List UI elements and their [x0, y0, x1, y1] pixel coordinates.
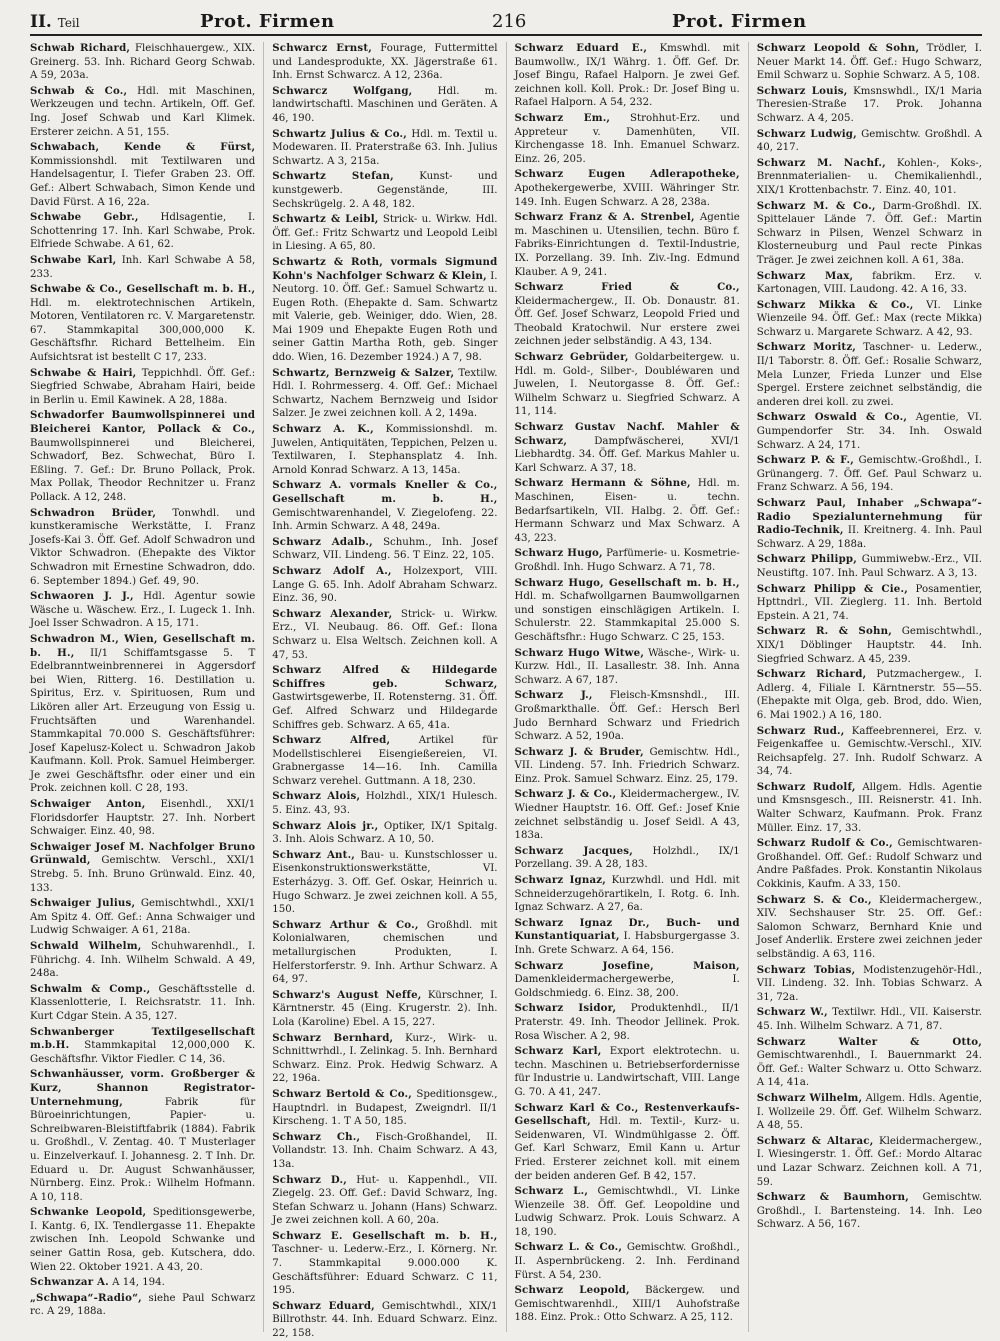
firm-name: Schwartz Stefan,	[272, 170, 394, 183]
firm-details: Fourage, Futtermittel und Landesprodukte, XX. Jägerstraße 61. Inh. Ernst Schwarcz. A 12, 236a.	[272, 43, 498, 82]
firm-details: Hdlsagentie, I. Schottenring 17. Inh. Karl Schwabe, Prok. Elfriede Schwabe. A 61, 62.	[30, 212, 256, 251]
firm-name: Schwarz Isidor,	[514, 1002, 617, 1015]
firm-name: Schwabe Gebr.,	[30, 211, 139, 224]
directory-entry	[272, 1300, 497, 1341]
firm-details: I. Habsburgergasse 3. Inh. Grete Schwarz. A 64, 156.	[514, 931, 740, 956]
firm-details: Textilw. Hdl. I. Rohrmesserg. 4. Off. Gef.: Michael Schwartz, Nachem Bernzweig und Isidor Salzer. Je zwei zeichnen koll. A 2, 149a.	[272, 367, 498, 420]
firm-name: Schwarz Adalb.,	[272, 535, 373, 548]
firm-name: Schwarz J. & Bruder,	[514, 745, 644, 758]
directory-entry	[272, 790, 497, 817]
directory-entry	[515, 1002, 740, 1043]
firm-details: Holzhdl., XIX/1 Hulesch. 5. Einz. 43, 93.	[272, 791, 498, 817]
firm-name: Schwarz S. & Co.,	[756, 893, 872, 906]
firm-details: Hdl. m. Textil-, Kurz- u. Seidenwaren, VI. Windmühlgasse 2. Öff. Gef. Karl Schwarz, Emil Kann u. Artur Fried. Ersterer zeichnet koll. mit einem der beiden anderen Gef. B 42, 157.	[514, 1116, 740, 1182]
directory-entry	[757, 625, 982, 666]
directory-entry	[30, 409, 255, 504]
firm-name: Schwarz Philipp,	[756, 553, 857, 566]
column-2	[272, 42, 498, 1340]
firm-details: Produktenhdl., II/1 Praterstr. 49. Inh. Theodor Jellinek. Prok. Rosa Wischer. A 2, 98.	[514, 1003, 740, 1042]
page-header	[30, 8, 982, 36]
firm-name: Schwarz Tobias,	[756, 963, 856, 976]
directory-entry	[515, 547, 740, 574]
firm-details: Posamentier, Hpttndrl., VII. Zieglerg. 11. Inh. Bertold Epstein. A 21, 74.	[756, 583, 982, 622]
firm-name: Schwanhäusser, vorm. Großberger & Kurz, Shannon Registrator-Unternehmung,	[30, 1068, 256, 1108]
firm-name: Schwarz Mikka & Co.,	[756, 298, 914, 311]
directory-entry	[30, 85, 255, 139]
firm-details: Export elektrotechn. u. techn. Maschinen u. Betriebserfordernisse für Industrie u. Landwirtschaft, VIII. Lange G. 70. A 41, 247.	[514, 1046, 740, 1098]
firm-details: Speditionsgew., Hauptndrl. in Budapest, Zweigndrl. II/1 Kirscheng. 1. T A 50, 185.	[272, 1088, 498, 1128]
firm-name: Schwarz's August Neffe,	[272, 988, 422, 1001]
directory-entry	[757, 894, 982, 962]
firm-details: Kleidermachergew., IV. Wiedner Hauptstr. 16. Off. Gef.: Josef Knie zeichnet selbständig u. Josef Seidl. A 43, 183a.	[514, 789, 740, 842]
directory-entry	[272, 213, 497, 254]
firm-details: Gemischtwarenhandel, V. Ziegelofeng. 22. Inh. Armin Schwarz. A 48, 249a.	[272, 507, 498, 533]
firm-details: Allgem. Hdls. Agentie und Kmsnsgesch., III. Reisnerstr. 41. Inh. Walter Schwarz, Kaufmann. Prok. Franz Müller. Einz. 17, 33.	[756, 781, 982, 834]
directory-entry	[515, 689, 740, 743]
firm-details: Geschäftsstelle d. Klassenlotterie, I. Reichsratstr. 11. Inh. Kurt Cdgar Stein. A 35, 127.	[30, 983, 256, 1022]
firm-name: „Schwapa“-Radio“,	[30, 1291, 142, 1304]
firm-details: siehe Paul Schwarz rc. A 29, 188a.	[30, 1292, 256, 1318]
directory-entry	[30, 841, 255, 895]
firm-details: Hdl. Agentur sowie Wäsche u. Wäschew. Erz., I. Lugeck 1. Inh. Joel Isser Schwadron. A 15, 171.	[30, 591, 256, 630]
firm-name: Schwarz R. & Sohn,	[756, 625, 892, 638]
directory-entry	[272, 919, 497, 987]
directory-entry	[30, 42, 255, 83]
firm-name: Schwarz Ant.,	[272, 848, 356, 861]
column-divider	[263, 42, 264, 1332]
directory-entry	[30, 141, 255, 209]
firm-name: Schwab & Co.,	[30, 84, 128, 97]
firm-name: Schwarz Rudolf & Co.,	[756, 837, 893, 850]
directory-entry	[30, 983, 255, 1024]
firm-details: Teppichhdl. Öff. Gef.: Siegfried Schwabe, Abraham Hairi, beide in Berlin u. Emil Kawinek. A 28, 188a.	[30, 367, 256, 406]
directory-entry	[272, 849, 497, 917]
firm-name: Schwarz W.,	[756, 1006, 828, 1019]
firm-details: Gemischtwhdl., XIX/1 Billrothstr. 44. Inh. Eduard Schwarz. Einz. 22, 158.	[272, 1300, 498, 1340]
directory-entry	[515, 42, 740, 110]
firm-name: Schwarz Hugo, Gesellschaft m. b. H.,	[514, 576, 740, 589]
firm-details: Kleidermachergew., I. Wiesingerstr. 1. Öff. Gef.: Mordo Altarac und Lazar Schwarz. Zeichnen koll. A 71, 59.	[756, 1135, 982, 1188]
directory-entry	[272, 1131, 497, 1172]
firm-name: Schwartz & Leibl,	[272, 213, 379, 226]
firm-name: Schwarz P. & F.,	[756, 454, 854, 467]
directory-entry	[515, 1241, 740, 1282]
firm-details: Inh. Karl Schwabe A 58, 233.	[30, 254, 256, 280]
directory-entry	[30, 211, 255, 252]
firm-details: Kommissionshdl. mit Textilwaren und Handelsagentur, I. Tiefer Graben 23. Off. Gef.: Albert Schwabach, Simon Kende und David Fürst. A 16, 22a.	[30, 155, 256, 208]
firm-name: Schwarz Richard,	[756, 668, 867, 681]
firm-details: Trödler, I. Neuer Markt 14. Öff. Gef.: Hugo Schwarz, Emil Schwarz u. Sophie Schwarz. A 5, 108.	[756, 43, 982, 82]
directory-entry	[757, 1036, 982, 1090]
firm-name: Schwarz Bernhard,	[272, 1031, 394, 1044]
directory-entry	[30, 897, 255, 938]
directory-entry	[272, 1230, 497, 1298]
firm-details: Tonwhdl. und kunstkeramische Werkstätte, I. Franz Josefs-Kai 3. Öff. Gef. Adolf Schwadron und Viktor Schwadron. (Ehepakte des Viktor Schwadron mit Ernestine Schwadron, ddo. 6. September 1894.) Gef. 49, 90.	[30, 507, 256, 587]
directory-entry	[272, 820, 497, 847]
part-label: II. Teil	[30, 12, 80, 32]
firm-name: Schwarz Alexander,	[272, 607, 393, 620]
firm-name: Schwarz Alfred,	[272, 734, 391, 747]
firm-details: Dampfwäscherei, XVI/1 Liebhardtg. 34. Öff. Gef. Markus Mahler u. Karl Schwarz. A 37, 18.	[514, 435, 740, 474]
firm-name: Schwarz Gustav Nachf. Mahler & Schwarz,	[514, 421, 740, 447]
firm-details: Hdl. m. Maschinen, Eisen- u. techn. Bedarfsartikeln, VII. Halbg. 2. Öff. Gef.: Hermann Schwarz und Max Schwarz. A 43, 223.	[514, 478, 740, 544]
firm-details: Kleidermachergew., XIV. Sechshauser Str. 25. Off. Gef.: Salomon Schwarz, Bernhard Knie und Josef Anderlik. Erstere zwei zeichnen jeder selbständig. A 63, 116.	[756, 894, 982, 960]
firm-name: Schwarcz Ernst,	[272, 42, 372, 54]
firm-details: I. Neutorg. 10. Öff. Gef.: Samuel Schwartz u. Eugen Roth. (Ehepakte d. Sam. Schwartz mit Valerie, geb. Weiniger, ddo. Wien, 28. Mai 1909 und Ehepakte Eugen Roth und seiner Gattin Martha Roth, geb. Singer ddo. Wien, 16. Dezember 1924.) A 7, 98.	[272, 270, 498, 364]
firm-details: A 14, 194.	[112, 1277, 165, 1289]
directory-entry	[515, 577, 740, 645]
directory-entry	[30, 798, 255, 839]
firm-name: Schwarz J. & Co.,	[514, 788, 617, 801]
firm-details: Wäsche-, Wirk- u. Kurzw. Hdl., II. Lasallestr. 38. Inh. Anna Schwarz. A 67, 187.	[514, 647, 740, 686]
firm-details: Hdl. m. elektrotechnischen Artikeln, Motoren, Ventilatoren rc. V. Margaretenstr. 67. Stammkapital 300,000,000 K. Geschäftsfhr. Richard Bettelheim. Ein Aufsichtsrat ist bestellt C 17, 233.	[30, 297, 256, 364]
firm-details: Gemischtwhdl., XXI/1 Am Spitz 4. Off. Gef.: Anna Schwaiger und Ludwig Schwaiger. A 61, 218a.	[30, 898, 256, 937]
firm-name: Schwarz Hugo Witwe,	[514, 646, 645, 659]
firm-details: Kaffeebrennerei, Erz. v. Feigenkaffee u. Gemischtw.-Verschl., XIV. Reichsapfelg. 27. Inh. Rudolf Schwarz. A 34, 74.	[756, 725, 982, 778]
firm-name: Schwarz Ignaz Dr., Buch- und Kunstantiquariat,	[514, 916, 740, 943]
directory-entry	[30, 1292, 255, 1319]
directory-entry	[272, 85, 497, 126]
directory-entry	[515, 1185, 740, 1239]
directory-entry	[515, 281, 740, 349]
firm-details: Strick- u. Wirkw. Erz., VI. Neubaug. 86. Off. Gef.: Ilona Schwarz u. Elsa Weltsch. Zeichnen koll. A 47, 53.	[272, 608, 498, 661]
firm-details: Fleischhauergew., XIX. Greinerg. 53. Inh. Richard Georg Schwab. A 59, 203a.	[30, 43, 256, 82]
firm-name: Schwadron Brüder,	[30, 506, 157, 519]
firm-name: Schwarz & Baumhorn,	[756, 1191, 909, 1204]
directory-entry	[30, 367, 255, 408]
firm-details: Gemischtw. Verschl., XXI/1 Strebg. 5. Inh. Bruno Grünwald. Einz. 40, 133.	[30, 855, 256, 894]
directory-entry	[757, 157, 982, 198]
directory-entry	[272, 989, 497, 1030]
directory-entry	[272, 479, 497, 533]
firm-name: Schwabe & Hairi,	[30, 366, 137, 379]
firm-details: Strick- u. Wirkw. Hdl. Öff. Gef.: Fritz Schwartz und Leopold Leibl in Liesing. A 65, 80.	[272, 214, 498, 253]
directory-entry	[757, 497, 982, 551]
firm-name: Schwarz Em.,	[514, 111, 611, 124]
firm-details: Kürschner, I. Kärntnerstr. 45 (Eing. Krugerstr. 2). Inh. Lola (Karoline) Ebel. A 15, 227.	[272, 989, 498, 1028]
firm-details: Optiker, IX/1 Spitalg. 3. Inh. Alois Schwarz. A 10, 50.	[272, 820, 498, 846]
firm-name: Schwarz Jacques,	[514, 844, 633, 857]
firm-name: Schwartz Julius & Co.,	[272, 127, 408, 140]
firm-name: Schwarz Josefine, Maison,	[514, 959, 740, 972]
firm-name: Schwarz M. & Co.,	[756, 199, 876, 212]
firm-name: Schwarz E. Gesellschaft m. b. H.,	[272, 1229, 498, 1242]
firm-name: Schwarz Louis,	[756, 84, 848, 97]
directory-entry	[30, 507, 255, 589]
firm-name: Schwarz Eduard,	[272, 1299, 375, 1312]
directory-entry	[272, 367, 497, 421]
firm-details: Gemischtwhdl., VI. Linke Wienzeile 38. Öff. Gef. Leopoldine und Ludwig Schwarz. Prok. Louis Schwarz. A 18, 190.	[514, 1186, 740, 1238]
firm-details: Allgem. Hdls. Agentie, I. Wollzeile 29. Öff. Gef. Wilhelm Schwarz. A 48, 55.	[756, 1092, 982, 1132]
directory-entry	[515, 960, 740, 1001]
firm-name: Schwarz Alois,	[272, 790, 361, 803]
firm-details: Taschner- u. Lederw.-Erz., I. Körnerg. Nr. 7. Stammkapital 9.000.000 K. Geschäftsführer: Eduard Schwarz. C 11, 195.	[272, 1244, 498, 1297]
firm-details: Holzhdl., IX/1 Porzellang. 39. A 28, 183.	[514, 845, 740, 871]
firm-details: Fleisch-Kmsnshdl., III. Großmarkthalle. Öff. Gef.: Hersch Berl Judo Bernhard Schwarz und Friedrich Schwarz. A 52, 190a.	[514, 690, 740, 743]
firm-name: Schwarz Ludwig,	[756, 127, 857, 140]
firm-details: Schuhm., Inh. Josef Schwarz, VII. Lindeng. 56. T Einz. 22, 105.	[272, 536, 498, 562]
firm-name: Schwarz Ignaz,	[514, 874, 606, 887]
firm-details: Gummiwebw.-Erz., VII. Neustiftg. 107. Inh. Paul Schwarz. A 3, 13.	[756, 554, 982, 579]
firm-details: Kunst- und kunstgewerb. Gegenstände, III. Sechskrügelg. 2. A 48, 182.	[272, 171, 498, 210]
running-title-right: Prot. Firmen	[672, 11, 807, 32]
directory-entry	[515, 421, 740, 475]
firm-details: Kurzwhdl. und Hdl. mit Schneiderzugehörartikeln, I. Rotg. 6. Inh. Ignaz Schwarz. A 27, 6a.	[514, 875, 740, 914]
column-4	[757, 42, 982, 1332]
firm-details: Goldarbeitergew. u. Hdl. m. Gold-, Silber-, Doubléwaren und Juwelen, I. Neutorgasse 8. Öff. Gef.: Wilhelm Schwarz u. Siegfried Schwarz. A 11, 114.	[514, 352, 740, 418]
firm-details: Gemischtw.-Großhdl., I. Grünangerg. 7. Öff. Gef. Paul Schwarz u. Franz Schwarz. A 56, 194.	[756, 455, 982, 494]
directory-entry	[272, 256, 497, 365]
firm-name: Schwarcz Wolfgang,	[272, 84, 413, 97]
firm-details: Hdl. m. Schafwollgarnen Baumwollgarnen und sonstigen einschlägigen Artikeln. I. Schulerstr. 22. Stammkapital 25.000 S. Geschäftsfhr.: Hugo Schwarz. C 25, 153.	[514, 591, 740, 643]
directory-entry	[757, 270, 982, 297]
firm-details: Gemischtw. Großhdl., II. Aspernbrückeng. 2. Inh. Ferdinand Fürst. A 54, 230.	[514, 1242, 740, 1281]
firm-name: Schwarz L.,	[514, 1185, 589, 1198]
directory-entry	[757, 781, 982, 835]
firm-name: Schwarz & Altarac,	[756, 1134, 874, 1147]
firm-name: Schwanberger Textilgesellschaft m.b.H.	[30, 1025, 256, 1052]
directory-entry	[757, 583, 982, 624]
firm-details: Holzexport, VIII. Lange G. 65. Inh. Adolf Abraham Schwarz. Einz. 36, 90.	[272, 565, 498, 605]
firm-name: Schwarz Karl & Co., Restenverkaufs-Gesellschaft,	[514, 1101, 740, 1128]
firm-name: Schwarz Leopold & Sohn,	[756, 42, 920, 54]
directory-entry	[757, 964, 982, 1005]
running-title-left: Prot. Firmen	[200, 11, 335, 32]
firm-details: Hdl. m. Textil u. Modewaren. II. Praterstraße 63. Inh. Julius Schwartz. A 3, 215a.	[272, 128, 498, 167]
directory-entry	[272, 170, 497, 211]
directory-entry	[515, 112, 740, 166]
firm-name: Schwarz Moritz,	[756, 341, 857, 354]
directory-entry	[757, 85, 982, 126]
firm-name: Schwadorfer Baumwollspinnerei und Bleicherei Kantor, Pollack & Co.,	[30, 409, 256, 436]
directory-entry	[272, 423, 497, 477]
directory-entry	[757, 411, 982, 452]
firm-name: Schwanzar A.	[30, 1276, 109, 1289]
firm-name: Schwabach, Kende & Fürst,	[30, 141, 256, 154]
directory-entry	[515, 1102, 740, 1184]
firm-name: Schwabe Karl,	[30, 253, 117, 266]
directory-entry	[757, 341, 982, 409]
directory-entry	[757, 668, 982, 722]
firm-details: Modistenzugehör-Hdl., VII. Lindeng. 32. Inh. Tobias Schwarz. A 31, 72a.	[756, 964, 982, 1003]
firm-name: Schwarz Walter & Otto,	[756, 1035, 982, 1048]
directory-entry	[515, 845, 740, 872]
firm-details: fabrikm. Erz. v. Kartonagen, VIII. Laudong. 42. A 16, 33.	[756, 270, 982, 296]
directory-entry	[272, 664, 497, 732]
firm-details: Taschner- u. Lederw., II/1 Taborstr. 8. Öff. Gef.: Rosalie Schwarz, Mela Lunzer, Frieda Lunzer und Else Spergel. Erstere zeichnet selbständig, die anderen drei koll. zu zwei.	[756, 342, 982, 408]
directory-entry	[757, 299, 982, 340]
firm-name: Schwarz Alfred & Hildegarde Schiffres geb. Schwarz,	[272, 664, 498, 690]
firm-details: Gemischtw. Großhdl., I. Bartensteing. 14. Inh. Leo Schwarz. A 56, 167.	[756, 1192, 982, 1231]
directory-entry	[757, 454, 982, 495]
directory-entry	[30, 283, 255, 365]
firm-name: Schwarz Rud.,	[756, 724, 845, 737]
directory-entry	[272, 565, 497, 606]
firm-name: Schwarz Franz & A. Strenbel,	[514, 211, 695, 224]
directory-entry	[515, 477, 740, 545]
directory-entry	[272, 536, 497, 563]
firm-details: Gastwirtsgewerbe, II. Rotensterng. 31. Öff. Gef. Alfred Schwarz und Hildegarde Schiffres geb. Schwarz. A 65, 41a.	[272, 692, 498, 731]
firm-details: Speditionsgewerbe, I. Kantg. 6, IX. Tendlergasse 11. Ehepakte zwischen Inh. Leopold Schwanke und seiner Gattin Rosa, geb. Kutschera, ddo. Wien 22. Oktober 1921. A 43, 20.	[30, 1207, 256, 1273]
firm-details: Fabrik für Büroeinrichtungen, Papier- u. Schreibwaren-Bleistiftfabrik (1884). Fabrik u. Großhdl., V. Zentag. 40. T Musterlager u. Einzelverkauf. I. Johannesg. 2. T Inh. Dr. Eduard u. Dr. August Schwanhäusser, Nürnberg. Einz. Prok.: Wilhelm Hofmann. A 10, 118.	[30, 1096, 256, 1203]
firm-name: Schwaiger Josef M. Nachfolger Bruno Grünwald,	[30, 840, 256, 867]
firm-details: II/1 Schiffamtsgasse 5. T Edelbranntweinbrennerei in Aggersdorf bei Wien, Ritterg. 16. Destillation u. Spiritus, Erz. v. Spirituosen, Rum und Likören aller Art. Erzeugung von Essig u. Fruchtsäften und Warenhandel. Stammkapital 70.000 S. Geschäftsführer: Josef Kapelusz-Kolect u. Schwadron Jakob Kaufmann. Koll. Prok. Samuel Heimberger. Je zwei Geschäftsfhr. oder einer und ein Prok. zeichnen koll. C 28, 193.	[30, 647, 256, 795]
firm-name: Schwarz Oswald & Co.,	[756, 411, 908, 424]
firm-name: Schwarz Karl,	[514, 1045, 602, 1058]
firm-details: Damenkleidermachergewerbe, I. Goldschmiedg. 6. Einz. 38, 200.	[514, 974, 740, 999]
column-3	[515, 42, 740, 1332]
firm-details: Apothekergewerbe, XVIII. Währinger Str. 149. Inh. Eugen Schwarz. A 28, 238a.	[514, 182, 740, 208]
firm-details: Bau- u. Kunstschlosser u. Eisenkonstruktionswerkstätte, VI. Esterházyg. 3. Off. Gef. Oskar, Heinrich u. Hugo Schwarz. Je zwei zeichnen koll. A 55, 150.	[272, 849, 498, 916]
firm-name: Schwarz Paul, Inhaber „Schwapa“-Radio Spezialunternehmung für Radio-Technik,	[756, 497, 982, 537]
firm-name: Schwarz Rudolf,	[756, 780, 856, 793]
directory-entry	[757, 1191, 982, 1232]
directory-entry	[515, 917, 740, 958]
column-divider	[748, 42, 749, 1332]
firm-name: Schwarz Philipp & Cie.,	[756, 582, 908, 595]
directory-entry	[30, 1206, 255, 1274]
firm-details: Kleidermachergew., II. Ob. Donaustr. 81. Öff. Gef. Josef Schwarz, Leopold Fried und Theobald Kratochwil. Nur erstere zwei zeichnen jeder selbständig. A 43, 134.	[514, 295, 740, 348]
firm-name: Schwab Richard,	[30, 42, 131, 54]
firm-details: II. Kreitnerg. 4. Inh. Paul Schwarz. A 29, 188a.	[756, 525, 983, 550]
firm-details: Kmswhdl. mit Baumwollw., IX/1 Währg. 1. Öff. Gef. Dr. Josef Bingu, Rafael Halporn. Je zwei Gef. zeichnen koll. Koll. Prok.: Dr. Josef Bing u. Rafael Halporn. A 54, 232.	[514, 43, 740, 109]
directory-entry	[272, 42, 497, 83]
firm-name: Schwarz D.,	[272, 1173, 348, 1186]
firm-name: Schwarz Ch.,	[272, 1130, 361, 1143]
firm-name: Schwarz Fried & Co.,	[514, 281, 740, 294]
firm-details: Kurz-, Wirk- u. Schnittwrhdl., I. Zelinkag. 5. Inh. Bernhard Schwarz. Einz. Prok. Hedwig Schwarz. A 22, 196a.	[272, 1032, 498, 1085]
firm-name: Schwarz A. vormals Kneller & Co., Gesellschaft m. b. H.,	[272, 479, 498, 505]
directory-entry	[515, 211, 740, 279]
directory-entry	[30, 1026, 255, 1067]
directory-entry	[30, 633, 255, 796]
firm-name: Schwarz Alois jr.,	[272, 819, 379, 832]
firm-details: Fisch-Großhandel, II. Vollandstr. 13. Inh. Chaim Schwarz. A 43, 13a.	[272, 1131, 498, 1170]
directory-entry	[515, 351, 740, 419]
directory-entry	[515, 647, 740, 688]
directory-entry	[515, 1045, 740, 1099]
firm-details: Kmsnswhdl., IX/1 Maria Theresien-Straße 17. Prok. Johanna Schwarz. A 4, 205.	[756, 85, 982, 124]
firm-name: Schwaiger Julius,	[30, 897, 136, 910]
firm-name: Schwarz Gebrüder,	[514, 351, 629, 364]
firm-details: VI. Linke Wienzeile 94. Öff. Gef.: Max (recte Mikka) Schwarz u. Margarete Schwarz. A 42, 93.	[756, 299, 982, 338]
directory-entry	[272, 1032, 497, 1086]
firm-name: Schwarz Eduard E.,	[514, 42, 648, 54]
firm-name: Schwald Wilhelm,	[30, 940, 142, 952]
firm-name: Schwadron M., Wien, Gesellschaft m. b. H.,	[30, 632, 256, 659]
directory-entry	[30, 1068, 255, 1204]
firm-name: Schwaoren J. J.,	[30, 590, 134, 603]
firm-name: Schwarz Hermann & Söhne,	[514, 477, 691, 490]
column-divider	[506, 42, 507, 1332]
directory-entry	[515, 788, 740, 842]
directory-entry	[30, 940, 255, 981]
firm-details: Gemischtwaren-Großhandel. Off. Gef.: Rudolf Schwarz und Andre Paßfades. Prok. Konstantin Nikolaus Cokkinis, Kaufm. A 33, 150.	[756, 838, 983, 891]
firm-details: Strohhut-Erz. und Appreteur v. Damenhüten, VII. Kirchengasse 18. Inh. Emanuel Schwarz. Einz. 26, 205.	[514, 112, 740, 165]
firm-name: Schwarz Bertold & Co.,	[272, 1087, 413, 1100]
directory-entry	[30, 590, 255, 631]
directory-entry	[757, 42, 982, 83]
firm-details: Großhdl. mit Kolonialwaren, chemischen und metallurgischen Produkten, I. Helferstorferstr. 9. Inh. Arthur Schwarz. A 64, 97.	[272, 919, 498, 986]
firm-details: Agentie m. Maschinen u. Utensilien, techn. Büro f. Fabriks-Einrichtungen d. Textil-Industrie, IX. Porzellang. 39. Inh. Ziv.-Ing. Edmund Klauber. A 9, 241.	[514, 212, 740, 278]
firm-name: Schwabe & Co., Gesellschaft m. b. H.,	[30, 283, 256, 296]
firm-details: Kommissionshdl. m. Juwelen, Antiquitäten, Teppichen, Pelzen u. Textilwaren, I. Stephansplatz 4. Inh. Arnold Konrad Schwarz. A 13, 145a.	[272, 424, 498, 476]
firm-details: Kohlen-, Koks-, Brennmaterialien- u. Chemikalienhdl., XIX/1 Krottenbachstr. 7. Einz. 40, 101.	[756, 157, 982, 196]
directory-entry	[272, 1088, 497, 1129]
directory-entry	[757, 725, 982, 779]
firm-details: Gemischtw. Hdl., VII. Lindeng. 57. Inh. Friedrich Schwarz. Einz. Prok. Samuel Schwarz. Einz. 25, 179.	[514, 746, 740, 785]
firm-name: Schwarz Eugen Adlerapotheke,	[514, 168, 740, 181]
directory-entry	[272, 608, 497, 662]
firm-name: Schwarz Max,	[756, 269, 854, 282]
firm-details: Eisenhdl., XXI/1 Floridsdorfer Hauptstr. 27. Inh. Norbert Schwaiger. Einz. 40, 98.	[30, 799, 256, 838]
firm-name: Schwarz A. K.,	[272, 423, 374, 436]
firm-details: Schuhwarenhdl., I. Führichg. 4. Inh. Wilhelm Schwald. A 49, 248a.	[30, 941, 256, 980]
directory-entry	[272, 734, 497, 788]
directory-entry	[757, 200, 982, 268]
directory-entry	[515, 874, 740, 915]
directory-entry	[272, 128, 497, 169]
directory-entry	[757, 1006, 982, 1033]
firm-name: Schwarz Wilhelm,	[756, 1091, 863, 1104]
firm-details: Stammkapital 12,000,000 K. Geschäftsfhr. Viktor Fiedler. C 14, 36.	[30, 1040, 256, 1065]
firm-name: Schwartz & Roth, vormals Sigmund Kohn's Nachfolger Schwarz & Klein,	[272, 255, 498, 282]
firm-details: Gemischtwhdl., XIX/1 Döblinger Hauptstr. 44. Inh. Siegfried Schwarz. A 45, 239.	[756, 626, 982, 665]
firm-name: Schwarz Hugo,	[514, 547, 603, 560]
firm-name: Schwalm & Comp.,	[30, 982, 151, 995]
firm-details: Gemischtwarenhdl., I. Bauernmarkt 24. Öff. Gef.: Walter Schwarz u. Otto Schwarz. A 14, 41a.	[756, 1050, 982, 1089]
firm-details: Textilwr. Hdl., VII. Kaiserstr. 45. Inh. Wilhelm Schwarz. A 71, 87.	[756, 1007, 982, 1032]
firm-name: Schwarz M. Nachf.,	[756, 156, 886, 169]
directory-entry	[757, 837, 982, 891]
firm-details: Putzmachergew., I. Adlerg. 4, Filiale I. Kärntnerstr. 55—55. (Ehepakte mit Olga, geb. Brod, ddo. Wien, 6. Mai 1902.) A 16, 180.	[756, 669, 982, 721]
directory-entry	[515, 168, 740, 209]
directory-entry	[30, 254, 255, 281]
firm-details: Parfümerie- u. Kosmetrie-Großhdl. Inh. Hugo Schwarz. A 71, 78.	[514, 548, 740, 573]
directory-entry	[272, 1174, 497, 1228]
firm-details: Agentie, VI. Gumpendorfer Str. 34. Inh. Oswald Schwarz. A 24, 171.	[756, 412, 982, 451]
columns	[30, 42, 983, 1340]
column-1	[30, 42, 255, 1332]
firm-details: Hut- u. Kappenhdl., VII. Ziegelg. 23. Off. Gef.: David Schwarz, Ing. Stefan Schwarz u. Johann (Hans) Schwarz. Je zwei zeichnen koll. A 60, 20a.	[272, 1174, 498, 1227]
firm-name: Schwanke Leopold,	[30, 1206, 147, 1219]
firm-details: Hdl. mit Maschinen, Werkzeugen und techn. Artikeln, Off. Gef. Ing. Josef Schwab und Karl Klimek. Ersterer zeichn. A 51, 155.	[30, 85, 256, 138]
firm-details: Baumwollspinnerei und Bleicherei, Schwadorf, Bez. Schwechat, Büro I. Eßling. 7. Gef.: Dr. Bruno Pollack, Prok. Max Pollak, Theodor Rechnitzer u. Franz Pollack. A 12, 248.	[30, 437, 256, 503]
directory-entry	[757, 1092, 982, 1133]
directory-entry	[757, 128, 982, 155]
firm-details: Bäckergew. und Gemischtwarenhdl., XIII/1 Auhofstraße 188. Einz. Prok.: Otto Schwarz. A 25, 112.	[514, 1285, 740, 1324]
firm-details: Gemischtw. Großhdl. A 40, 217.	[756, 128, 982, 154]
directory-entry	[30, 1276, 255, 1290]
directory-entry	[757, 1135, 982, 1189]
firm-name: Schwarz Adolf A.,	[272, 564, 392, 577]
firm-name: Schwarz L. & Co.,	[514, 1241, 623, 1254]
firm-name: Schwartz, Bernzweig & Salzer,	[272, 366, 455, 379]
directory-entry	[515, 746, 740, 787]
firm-name: Schwarz Leopold,	[514, 1284, 630, 1297]
page-number: 216	[492, 11, 527, 32]
firm-details: Hdl. m. landwirtschaftl. Maschinen und Geräten. A 46, 190.	[272, 85, 498, 124]
directory-entry	[757, 553, 982, 580]
firm-name: Schwarz Arthur & Co.,	[272, 918, 419, 931]
firm-details: Artikel für Modellstischlerei Eisengießereien, VI. Grabnergasse 14—16. Inh. Camilla Schwarz verehel. Guttmann. A 18, 230.	[272, 735, 498, 787]
firm-details: Darm-Großhdl. IX. Spittelauer Lände 7. Öff. Gef.: Martin Schwarz in Pilsen, Wenzel Schwarz in Klosterneuburg und Paul recte Pinkas Träger. Je zwei zeichnen koll. A 61, 38a.	[756, 200, 983, 266]
directory-entry	[515, 1284, 740, 1325]
firm-name: Schwaiger Anton,	[30, 798, 146, 811]
firm-name: Schwarz J.,	[514, 689, 593, 702]
